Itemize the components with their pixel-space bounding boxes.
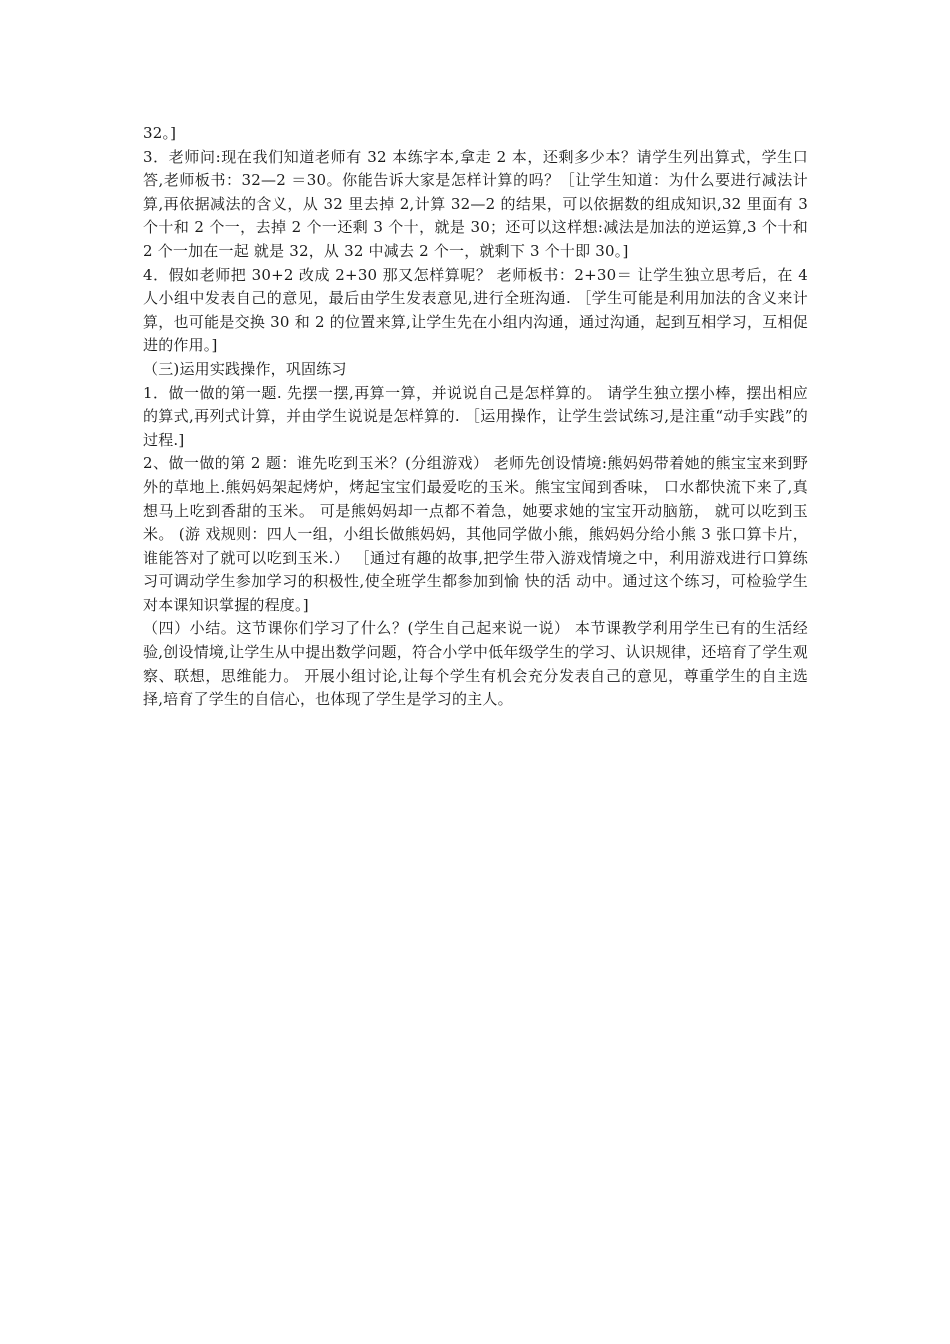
paragraph-step-4: 4．假如老师把 30+2 改成 2+30 那又怎样算呢？ 老师板书：2+30＝ 让学生独立思考后，在 4 人小组中发表自己的意见，最后由学生发表意见,进行全班沟通. ［学生可能是利用加法的含义来计算，也可能是交换 30 和 2 的位置来算,让学生先在小组内沟通，通过沟通，起到互相学习，互相促进的作用。]: [143, 265, 808, 355]
paragraph-exercise-2: 2、做一做的第 2 题：谁先吃到玉米？(分组游戏） 老师先创设情境:熊妈妈带着她的熊宝宝来到野外的草地上.熊妈妈架起烤炉，烤起宝宝们最爱吃的玉米。熊宝宝闻到香味， 口水都快流下来了,真想马上吃到香甜的玉米。 可是熊妈妈却一点都不着急，她要求她的宝宝开动脑筋， 就可以吃到玉米。 (游 戏规则：四人一组，小组长做熊妈妈，其他同学做小熊，熊妈妈分给小熊 3 张口算卡片，谁能答对了就可以吃到玉米.） ［通过有趣的故事,把学生带入游戏情境之中，利用游戏进行口算练习可调动学生参加学习的积极性,使全班学生都参加到愉 快的活 动中。通过这个练习，可检验学生对本课知识掌握的程度。]: [143, 454, 808, 614]
paragraph-step-3: 3．老师问:现在我们知道老师有 32 本练字本,拿走 2 本，还剩多少本？请学生列出算式，学生口答,老师板书：32—2 ＝30。你能告诉大家是怎样计算的吗？［让学生知道：为什么要进行减法计算,再依据减法的含义，从 32 里去掉 2,计算 32—2 的结果，可以依据数的组成知识,32 里面有 3 个十和 2 个一，去掉 2 个一还剩 3 个十，就是 30；还可以这样想:减法是加法的逆运算,3 个十和 2 个一加在一起 就是 32，从 32 中减去 2 个一，就剩下 3 个十即 30。]: [143, 147, 808, 260]
paragraph-continuation: 32。]: [143, 124, 177, 142]
section-heading-practice: （三)运用实践操作，巩固练习: [143, 359, 347, 378]
paragraph-exercise-1: 1．做一做的第一题. 先摆一摆,再算一算，并说说自己是怎样算的。 请学生独立摆小棒，摆出相应的算式,再列式计算，并由学生说说是怎样算的. ［运用操作，让学生尝试练习,是注重“动手实践”的过程.]: [143, 383, 808, 449]
document-body: [143, 122, 808, 712]
paragraph-summary: （四）小结。这节课你们学习了什么？(学生自己起来说一说） 本节课教学利用学生已有的生活经验,创设情境,让学生从中提出数学问题，符合小学中低年级学生的学习、认识规律，还培育了学生观察、联想，思维能力。 开展小组讨论,让每个学生有机会充分发表自己的意见，尊重学生的自主选择,培育了学生的自信心，也体现了学生是学习的主人。: [143, 619, 808, 709]
